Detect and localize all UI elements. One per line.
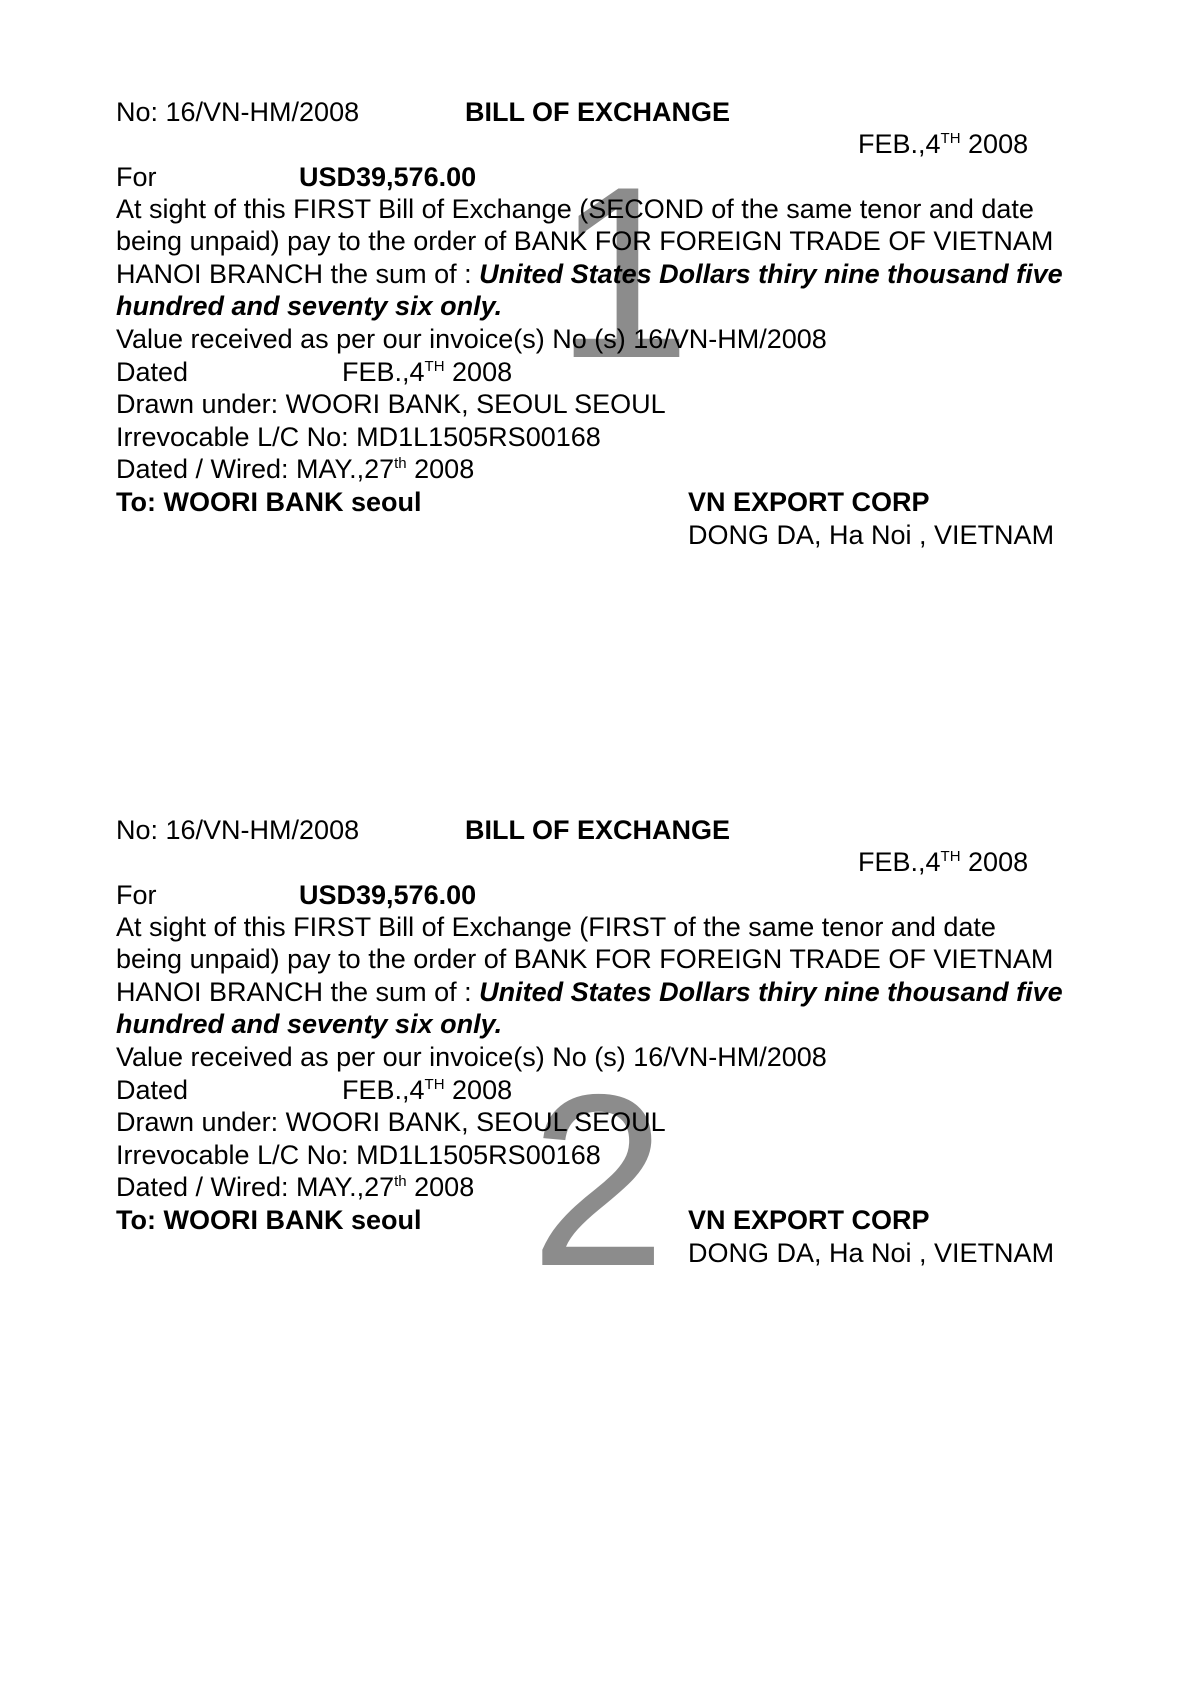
dated-value: [342, 1074, 512, 1106]
body-line-3: [116, 258, 1063, 290]
issue-date: [858, 128, 1028, 160]
copy-number-watermark: 2: [530, 1043, 667, 1317]
to-bank: To: WOORI BANK seoul: [116, 1205, 422, 1235]
drawer-address: DONG DA, Ha Noi , VIETNAM: [688, 520, 1055, 550]
bill-of-exchange-first: [0, 0, 1200, 550]
dated-wired: [116, 1171, 474, 1203]
amount-in-words-cont: hundred and seventy six only.: [116, 291, 503, 321]
text-fragment: TH: [940, 848, 961, 865]
value-received: Value received as per our invoice(s) No (s) 16/VN-HM/2008: [116, 324, 827, 354]
bill-number: No: 16/VN-HM/2008: [116, 815, 360, 845]
text-fragment: HANOI BRANCH the sum of :: [116, 259, 480, 289]
body-line-1: At sight of this FIRST Bill of Exchange (FIRST of the same tenor and date: [116, 912, 996, 942]
text-fragment: 2008: [406, 454, 475, 484]
text-fragment: FEB.,4: [342, 1075, 425, 1105]
amount-in-words: United States Dollars thiry nine thousand five: [479, 259, 1063, 289]
bill-number: No: 16/VN-HM/2008: [116, 97, 360, 127]
text-fragment: 2008: [406, 1172, 475, 1202]
body-line-3: [116, 976, 1063, 1008]
text-fragment: 2008: [444, 1075, 513, 1105]
drawer-name: VN EXPORT CORP: [688, 1205, 930, 1235]
for-label: For: [116, 162, 157, 192]
text-fragment: th: [394, 1173, 407, 1190]
bill-heading: BILL OF EXCHANGE: [465, 815, 731, 845]
body-line-2: being unpaid) pay to the order of BANK FOR FOREIGN TRADE OF VIETNAM: [116, 944, 1054, 974]
drawer-name: VN EXPORT CORP: [688, 487, 930, 517]
text-fragment: 2008: [960, 847, 1029, 877]
for-label: For: [116, 880, 157, 910]
to-bank: To: WOORI BANK seoul: [116, 487, 422, 517]
dated-wired: [116, 453, 474, 485]
text-fragment: Dated / Wired: MAY.,27: [116, 454, 395, 484]
bill-of-exchange-second: [0, 718, 1200, 1317]
amount-figure: USD39,576.00: [299, 162, 477, 192]
text-fragment: FEB.,4: [858, 129, 941, 159]
text-fragment: TH: [940, 130, 961, 147]
text-fragment: TH: [424, 1076, 445, 1093]
amount-figure: USD39,576.00: [299, 880, 477, 910]
dated-label: Dated: [116, 1075, 189, 1105]
text-fragment: th: [394, 455, 407, 472]
dated-label: Dated: [116, 357, 189, 387]
text-fragment: 2008: [444, 357, 513, 387]
text-fragment: FEB.,4: [858, 847, 941, 877]
text-fragment: TH: [424, 358, 445, 375]
value-received: Value received as per our invoice(s) No (s) 16/VN-HM/2008: [116, 1042, 827, 1072]
text-fragment: HANOI BRANCH the sum of :: [116, 977, 480, 1007]
lc-number: Irrevocable L/C No: MD1L1505RS00168: [116, 1140, 601, 1170]
dated-value: [342, 356, 512, 388]
text-fragment: FEB.,4: [342, 357, 425, 387]
text-fragment: 2008: [960, 129, 1029, 159]
bill-heading: BILL OF EXCHANGE: [465, 97, 731, 127]
issue-date: [858, 846, 1028, 878]
lc-number: Irrevocable L/C No: MD1L1505RS00168: [116, 422, 601, 452]
drawn-under: Drawn under: WOORI BANK, SEOUL SEOUL: [116, 1107, 666, 1137]
text-fragment: Dated / Wired: MAY.,27: [116, 1172, 395, 1202]
drawer-address: DONG DA, Ha Noi , VIETNAM: [688, 1238, 1055, 1268]
body-line-2: being unpaid) pay to the order of BANK FOR FOREIGN TRADE OF VIETNAM: [116, 226, 1054, 256]
amount-in-words-cont: hundred and seventy six only.: [116, 1009, 503, 1039]
copy-number-watermark: 1: [555, 135, 692, 409]
body-line-1: At sight of this FIRST Bill of Exchange (SECOND of the same tenor and date: [116, 194, 1034, 224]
amount-in-words: United States Dollars thiry nine thousand five: [479, 977, 1063, 1007]
drawn-under: Drawn under: WOORI BANK, SEOUL SEOUL: [116, 389, 666, 419]
